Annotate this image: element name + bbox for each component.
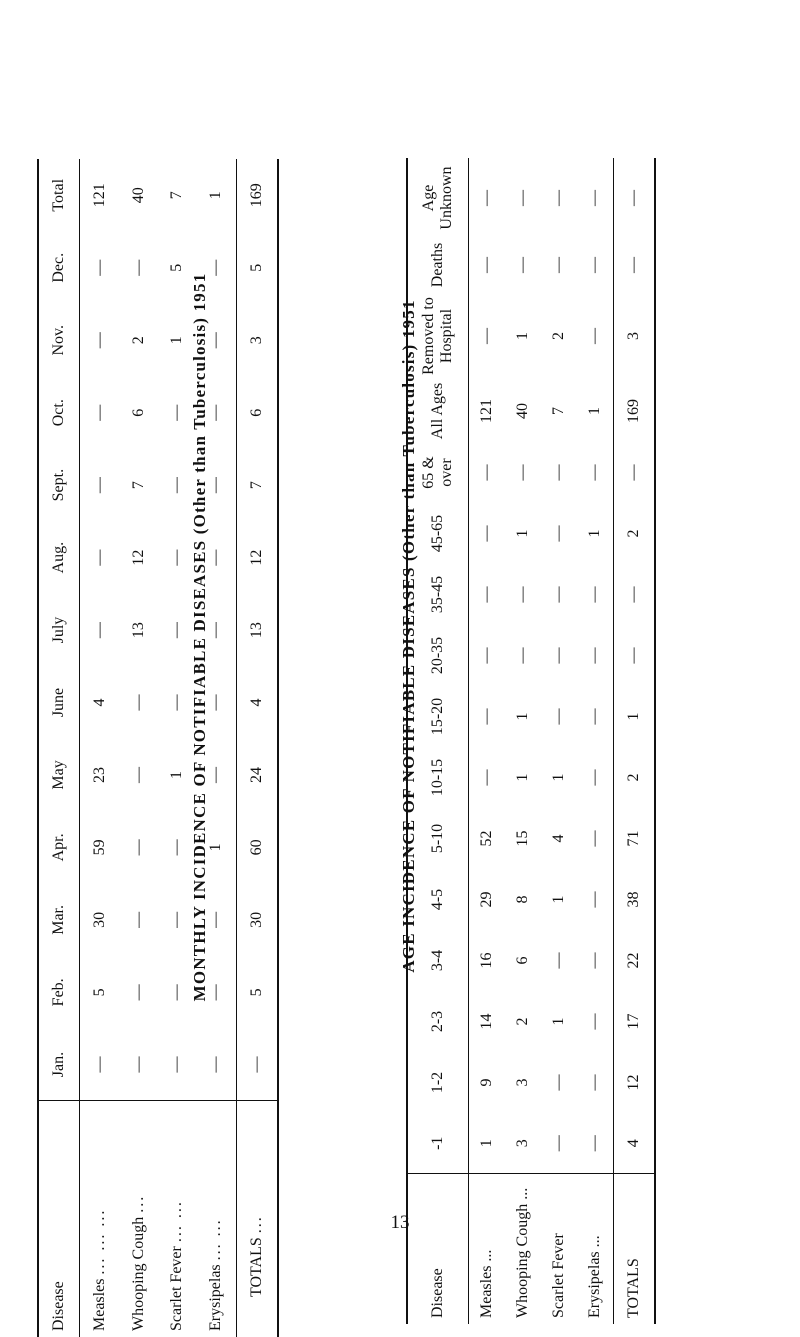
table2-header-cell: 1-2 (407, 1052, 469, 1113)
table-cell: 15 (514, 830, 532, 847)
table-cell: 24 (236, 739, 278, 811)
table2-header-cell: 45-65 (407, 503, 469, 564)
disease-name: Whooping Cough ... (119, 1101, 158, 1337)
table-cell: — (167, 549, 185, 566)
disease-name: Whooping Cough ... (505, 1174, 541, 1324)
table-cell: 7 (129, 481, 147, 490)
table-cell: 1 (167, 336, 185, 345)
disease-name: Scarlet Fever ... ... (157, 1101, 196, 1337)
table-cell: — (549, 190, 567, 206)
table-cell: 1 (549, 1017, 567, 1026)
table-cell: — (206, 404, 224, 421)
table2-header-cell: 35-45 (407, 564, 469, 625)
table-cell: — (90, 1056, 108, 1073)
table-cell: 16 (478, 952, 496, 969)
table2-header-disease: Disease (407, 1174, 469, 1324)
table-cell: — (129, 839, 147, 856)
table-cell: 6 (129, 408, 147, 417)
table-cell: — (478, 708, 496, 725)
table1-header-cell: Dec. (38, 232, 80, 304)
table-cell: 7 (236, 449, 278, 521)
table-cell: 52 (478, 830, 496, 847)
monthly-incidence-table (37, 159, 279, 1337)
table1-header-cell: Aug. (38, 521, 80, 593)
table-row (577, 158, 614, 1324)
table-cell: 30 (90, 911, 108, 928)
table-cell: — (206, 259, 224, 276)
table-cell: — (549, 952, 567, 969)
table-cell: — (206, 622, 224, 639)
table-cell: — (614, 238, 656, 292)
table-cell: 30 (236, 884, 278, 956)
table-row (79, 159, 119, 1337)
table-cell: — (167, 911, 185, 928)
table-cell: — (206, 694, 224, 711)
table-cell: 5 (167, 263, 185, 272)
table-cell: — (129, 766, 147, 783)
disease-name: Measles ... (469, 1174, 506, 1324)
table2-header-cell: 5-10 (407, 808, 469, 869)
table-cell: 17 (614, 991, 656, 1052)
table-cell: 13 (129, 622, 147, 639)
table-cell: 3 (514, 1139, 532, 1148)
table2-header-cell: All Ages (407, 380, 469, 442)
table2-header-cell: 20-35 (407, 625, 469, 686)
table-cell: 121 (478, 399, 496, 423)
totals-label: TOTALS ... (236, 1101, 278, 1337)
table2-header-cell: -1 (407, 1113, 469, 1174)
table1-title: MONTHLY INCIDENCE OF NOTIFIABLE DISEASES (Other than Tuberculosis) 1951 (190, 272, 209, 1002)
table-cell: — (129, 911, 147, 928)
table-cell: — (478, 328, 496, 344)
table-cell: 4 (614, 1113, 656, 1174)
table-cell: 6 (236, 376, 278, 448)
table-cell: — (167, 839, 185, 856)
table-cell: 1 (514, 529, 532, 538)
table-cell: 2 (614, 503, 656, 564)
table-row (469, 158, 506, 1324)
table-cell: 2 (129, 336, 147, 345)
table-cell: — (167, 622, 185, 639)
table-row (157, 159, 196, 1337)
table-cell: — (206, 911, 224, 928)
disease-name: Scarlet Fever (541, 1174, 577, 1324)
table-cell: — (585, 769, 603, 786)
table-cell: — (614, 625, 656, 686)
table-cell: 60 (236, 811, 278, 883)
table-cell: — (206, 477, 224, 494)
table1-header-cell: Oct. (38, 376, 80, 448)
table-cell: — (549, 1074, 567, 1091)
table-cell: 5 (90, 988, 108, 997)
table-cell: — (478, 647, 496, 664)
table-cell: — (167, 477, 185, 494)
table2-header-cell: Age Unknown (407, 158, 469, 238)
table-cell: — (478, 525, 496, 542)
table-cell: — (614, 442, 656, 503)
table-row (541, 158, 577, 1324)
table-cell: 6 (514, 956, 532, 965)
table-cell: — (478, 769, 496, 786)
table-cell: — (478, 586, 496, 603)
table2-header-cell: Deaths (407, 238, 469, 292)
table2-header-row (407, 158, 469, 1324)
table-cell: 40 (514, 403, 532, 419)
table-cell: — (206, 332, 224, 349)
table-cell: — (549, 647, 567, 664)
table-cell: — (129, 694, 147, 711)
table1-header-cell: Total (38, 159, 80, 232)
table1-header-cell: Mar. (38, 884, 80, 956)
table-cell: 4 (90, 698, 108, 707)
totals-label: TOTALS (614, 1174, 656, 1324)
table-cell: — (585, 257, 603, 273)
table-cell: — (514, 586, 532, 603)
table-cell: 4 (549, 834, 567, 843)
page-number: 13 (390, 1212, 410, 1233)
table-cell: 3 (614, 292, 656, 380)
table-cell: 7 (167, 191, 185, 200)
table-cell: 1 (549, 895, 567, 904)
table-cell: 5 (236, 956, 278, 1028)
table-cell: 1 (585, 407, 603, 415)
table-cell: — (129, 259, 147, 276)
table-cell: — (478, 190, 496, 206)
table-cell: 2 (614, 747, 656, 808)
table-cell: 1 (549, 773, 567, 782)
age-incidence-table (406, 158, 656, 1324)
table1-header-cell: Jan. (38, 1029, 80, 1101)
table-cell: 40 (129, 187, 147, 204)
table-cell: — (514, 190, 532, 206)
table-cell: 1 (206, 843, 224, 852)
table1-header-row (38, 159, 80, 1337)
table-cell: — (90, 404, 108, 421)
table1-header-cell: June (38, 666, 80, 738)
totals-row (614, 158, 656, 1324)
table-cell: — (585, 1013, 603, 1030)
table-cell: — (585, 830, 603, 847)
table-cell: — (478, 257, 496, 273)
table-cell: — (585, 647, 603, 664)
table-cell: — (549, 257, 567, 273)
table-cell: — (167, 694, 185, 711)
table-cell: 71 (614, 808, 656, 869)
table-cell: 1 (585, 529, 603, 538)
table-cell: 1 (206, 191, 224, 200)
table-cell: 13 (236, 594, 278, 666)
table-cell: — (585, 1135, 603, 1152)
table-cell: — (514, 257, 532, 273)
table-cell: 1 (478, 1139, 496, 1148)
table-cell: 7 (549, 407, 567, 415)
table-cell: — (167, 404, 185, 421)
table-cell: — (585, 708, 603, 725)
table-cell: — (614, 564, 656, 625)
table-cell: 5 (236, 232, 278, 304)
table2-header-cell: 10-15 (407, 747, 469, 808)
table-cell: 2 (514, 1017, 532, 1026)
table2-header-cell: 4-5 (407, 869, 469, 930)
table-cell: 4 (236, 666, 278, 738)
table-cell: — (90, 477, 108, 494)
table-cell: — (478, 464, 496, 481)
table-cell: — (167, 984, 185, 1001)
table-cell: — (549, 464, 567, 481)
table-cell: 22 (614, 930, 656, 991)
disease-name: Erysipelas ... ... (196, 1101, 236, 1337)
table-cell: — (549, 525, 567, 542)
table-cell: 12 (236, 521, 278, 593)
table-cell: 1 (514, 332, 532, 340)
table-cell: 1 (514, 773, 532, 782)
table-cell: — (90, 332, 108, 349)
table-cell: 169 (236, 159, 278, 232)
table-cell: 121 (90, 183, 108, 208)
table-cell: — (90, 549, 108, 566)
table2-title: AGE INCIDENCE OF NOTIFIABLE DISEASES (Other than Tuberculosis) 1951 (399, 299, 418, 973)
table-cell: — (585, 1074, 603, 1091)
table-cell: 29 (478, 891, 496, 908)
table-cell: 3 (514, 1078, 532, 1087)
table-cell: — (90, 622, 108, 639)
table-cell: — (236, 1029, 278, 1101)
table1-header-cell: Nov. (38, 304, 80, 376)
table-cell: 9 (478, 1078, 496, 1087)
table-cell: — (206, 984, 224, 1001)
table-cell: 14 (478, 1013, 496, 1030)
table-cell: — (585, 586, 603, 603)
table1-header-cell: Apr. (38, 811, 80, 883)
table-cell: 1 (614, 686, 656, 747)
table-cell: — (549, 1135, 567, 1152)
table2-header-cell: 15-20 (407, 686, 469, 747)
table-cell: 2 (549, 332, 567, 340)
table-cell: — (549, 708, 567, 725)
table-cell: — (129, 1056, 147, 1073)
table1-header-cell: Sept. (38, 449, 80, 521)
table-cell: 12 (129, 549, 147, 566)
table-cell: — (514, 647, 532, 664)
table-cell: 8 (514, 895, 532, 904)
table-row (505, 158, 541, 1324)
table-row (119, 159, 158, 1337)
table-cell: — (585, 891, 603, 908)
table-cell: 59 (90, 839, 108, 856)
table1-header-disease: Disease (38, 1101, 80, 1337)
table2-header-cell: 65 & over (407, 442, 469, 503)
table1-header-cell: Feb. (38, 956, 80, 1028)
table-cell: 12 (614, 1052, 656, 1113)
table2-header-cell: Removed to Hospital (407, 292, 469, 380)
table-cell: 1 (167, 770, 185, 779)
table-cell: — (585, 190, 603, 206)
table-cell: 23 (90, 766, 108, 783)
table-cell: — (129, 984, 147, 1001)
table-cell: — (614, 158, 656, 238)
table-cell: — (167, 1056, 185, 1073)
table-cell: — (585, 464, 603, 481)
table2-header-cell: 2-3 (407, 991, 469, 1052)
table-cell: — (549, 586, 567, 603)
table-cell: — (206, 549, 224, 566)
table1-header-cell: July (38, 594, 80, 666)
totals-row (236, 159, 278, 1337)
disease-name: Erysipelas ... (577, 1174, 614, 1324)
table-cell: — (585, 328, 603, 344)
table-cell: 1 (514, 712, 532, 721)
table-cell: 169 (614, 380, 656, 442)
table-row (196, 159, 236, 1337)
disease-name: Measles ... ... ... (79, 1101, 119, 1337)
table-cell: 38 (614, 869, 656, 930)
table-cell: — (585, 952, 603, 969)
table-cell: 3 (236, 304, 278, 376)
table-cell: — (206, 766, 224, 783)
table-cell: — (206, 1056, 224, 1073)
table-cell: — (514, 464, 532, 481)
table1-header-cell: May (38, 739, 80, 811)
table2-header-cell: 3-4 (407, 930, 469, 991)
table-cell: — (90, 259, 108, 276)
